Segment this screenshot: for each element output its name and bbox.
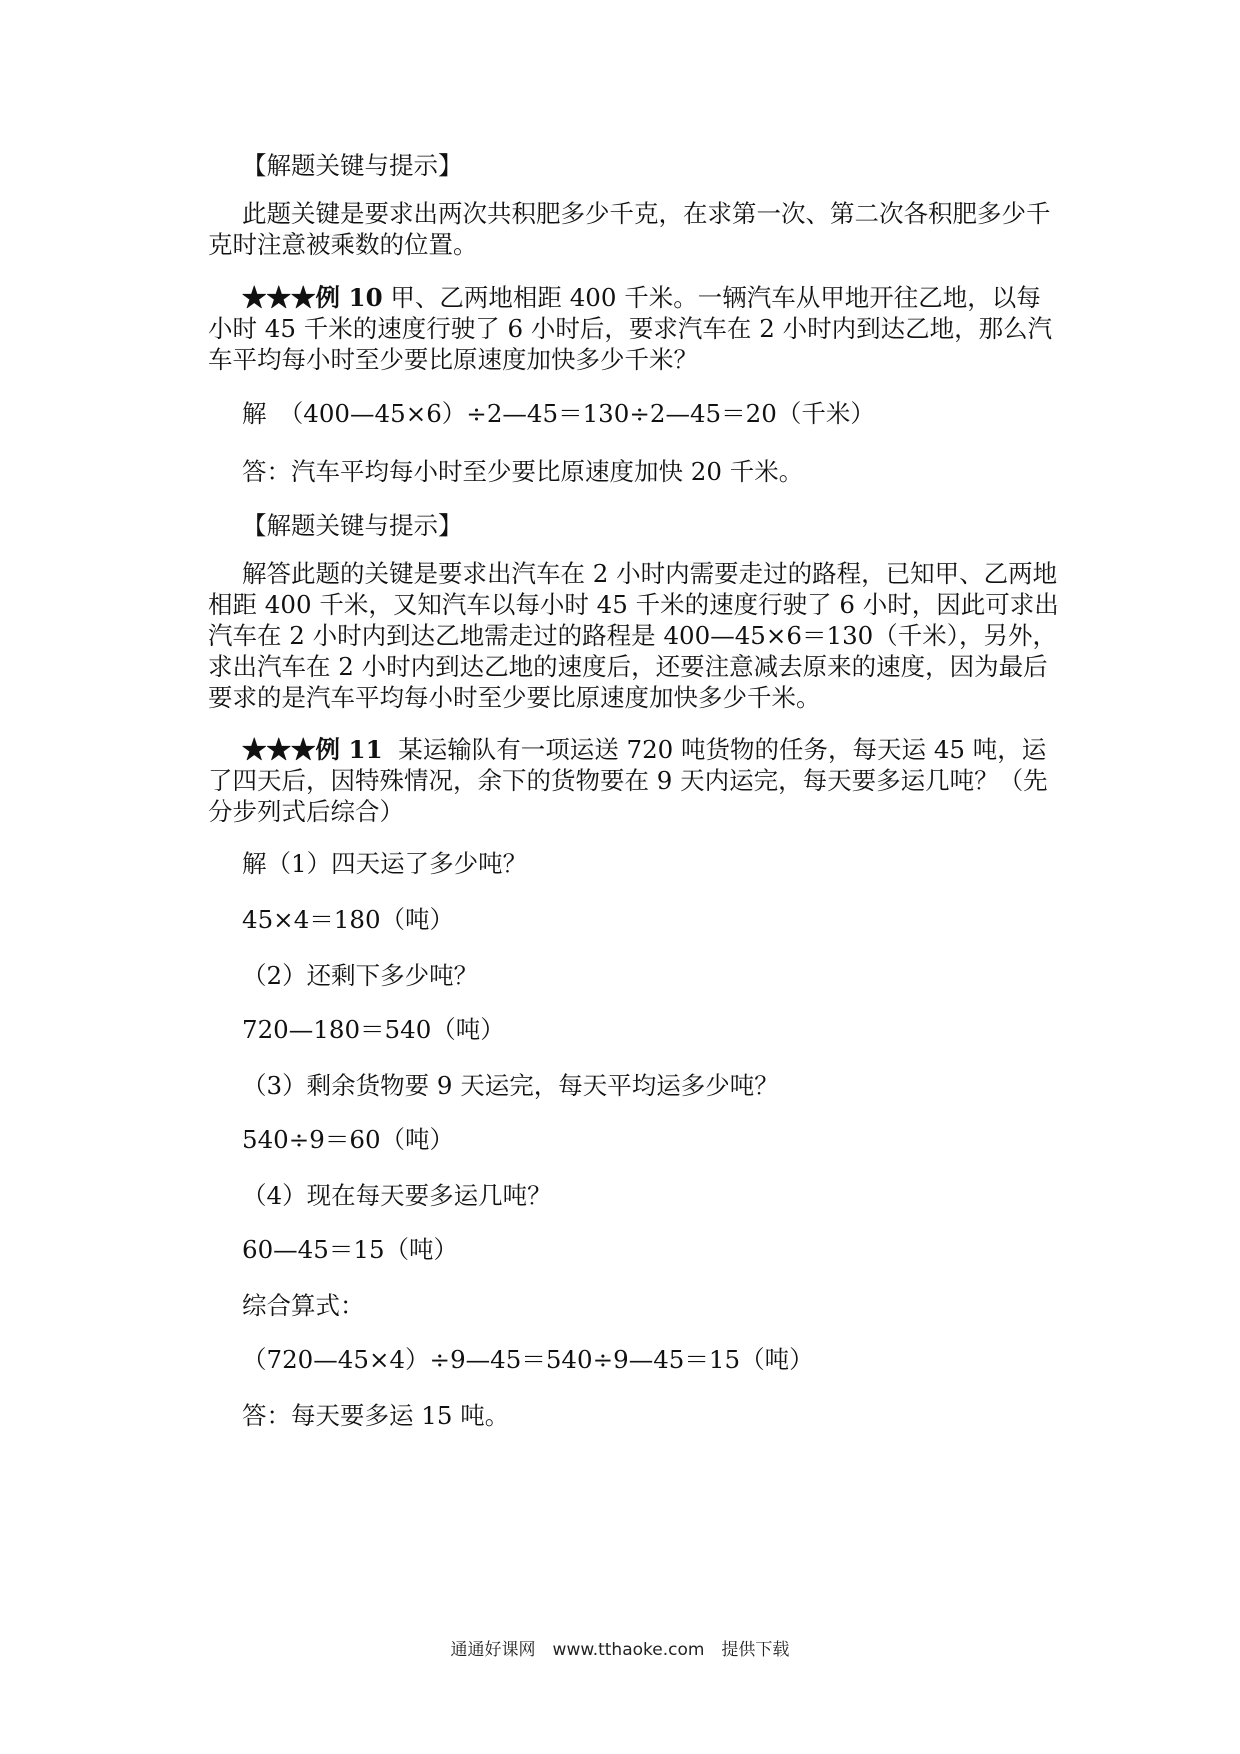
- hint-heading-1: 【解题关键与提示】: [242, 151, 463, 180]
- example-10-stars: ★★★: [242, 283, 316, 312]
- example-11-label: 例 11: [315, 735, 383, 764]
- example-11-answer: 答：每天要多运 15 吨。: [242, 1401, 510, 1430]
- example-11-step2-question: （2）还剩下多少吨？: [242, 961, 479, 990]
- example-11-step4-question: （4）现在每天要多运几吨？: [242, 1181, 552, 1210]
- example-10-question-text: 甲、乙两地相距 400 千米。一辆汽车从甲地开往乙地，以每小时 45 千米的速度行驶了 6 小时后，要求汽车在 2 小时内到达乙地，那么汽车平均每小时至少要比原速度加快多少千米？: [208, 283, 1053, 374]
- example-11-question: [208, 734, 1060, 827]
- hint-paragraph-1: 此题关键是要求出两次共积肥多少千克，在求第一次、第二次各积肥多少千克时注意被乘数的位置。: [208, 199, 1051, 259]
- example-10-question: [208, 282, 1060, 375]
- example-11-step3-question: （3）剩余货物要 9 天运完，每天平均运多少吨？: [242, 1071, 779, 1100]
- example-11-combined-label: 综合算式：: [242, 1291, 365, 1320]
- hint-heading-2: 【解题关键与提示】: [242, 511, 463, 540]
- page-footer: 通通好课网 www.tthaoke.com 提供下载: [450, 1640, 790, 1660]
- example-11-step4-answer: 60—45＝15（吨）: [242, 1235, 459, 1264]
- example-11-step2-answer: 720—180＝540（吨）: [242, 1015, 505, 1044]
- example-11-stars: ★★★: [242, 735, 316, 764]
- example-11-step3-answer: 540÷9＝60（吨）: [242, 1125, 455, 1154]
- hint-paragraph-2: 解答此题的关键是要求出汽车在 2 小时内需要走过的路程，已知甲、乙两地相距 400 千米，又知汽车以每小时 45 千米的速度行驶了 6 小时，因此可求出汽车在 2 小时内到达乙地需走过的路程是 400—45×6＝130（千米），另外，求出汽车在 2 小时内到达乙地的速度后，还要注意减去原来的速度，因为最后要求的是汽车平均每小时至少要比原速度加快多少千米。: [208, 559, 1059, 712]
- example-11-combined-formula: （720—45×4）÷9—45＝540÷9—45＝15（吨）: [242, 1345, 814, 1374]
- example-10-label: 例 10: [315, 283, 383, 312]
- example-11-step1-answer: 45×4＝180（吨）: [242, 905, 455, 934]
- example-10-solution: 解 （400—45×6）÷2—45＝130÷2—45＝20（千米）: [242, 399, 875, 428]
- example-11-step1-question: 解（1）四天运了多少吨？: [242, 849, 528, 878]
- example-11-question-text: 某运输队有一项运送 720 吨货物的任务，每天运 45 吨，运了四天后，因特殊情况，余下的货物要在 9 天内运完，每天要多运几吨？（先分步列式后综合）: [208, 735, 1048, 826]
- example-10-answer: 答：汽车平均每小时至少要比原速度加快 20 千米。: [242, 457, 804, 486]
